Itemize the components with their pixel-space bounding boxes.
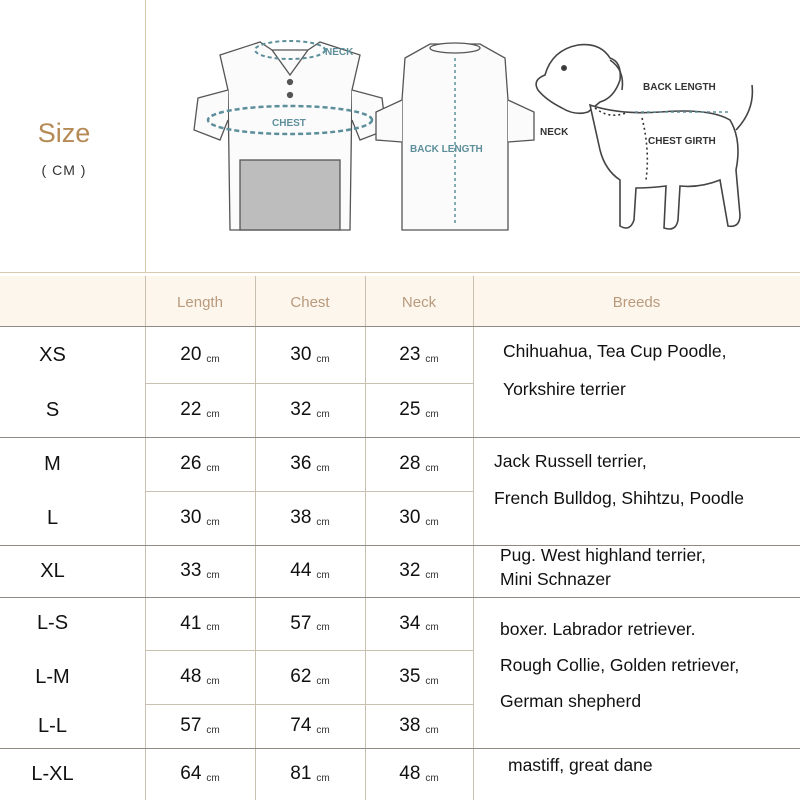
unit-label: cm — [206, 353, 220, 365]
unit-label: cm — [206, 516, 220, 528]
breed-text: boxer. Labrador retriever. — [500, 619, 696, 639]
neck-cell — [365, 545, 473, 597]
dog-back-length-label: BACK LENGTH — [643, 82, 716, 93]
column-header-chest: Chest — [290, 294, 330, 311]
size-cell: M — [44, 452, 61, 475]
unit-label: cm — [316, 408, 330, 420]
banner-divider — [145, 0, 146, 272]
length-value: 41 — [180, 612, 202, 634]
unit-label: cm — [425, 408, 439, 420]
chest-value: 32 — [290, 399, 312, 420]
breed-text: Yorkshire terrier — [503, 379, 626, 399]
length-cell — [145, 704, 255, 748]
grid-line — [0, 597, 800, 598]
chest-cell — [255, 748, 365, 800]
breed-text: Chihuahua, Tea Cup Poodle, — [503, 341, 727, 361]
length-cell — [145, 383, 255, 437]
size-cell: L-XL — [31, 762, 74, 785]
neck-label: NECK — [325, 47, 354, 58]
table-row — [0, 383, 800, 437]
grid-line — [145, 276, 146, 800]
chest-value: 30 — [290, 344, 312, 365]
grid-line — [145, 704, 473, 705]
chest-label: CHEST — [272, 118, 306, 129]
grid-line — [145, 650, 473, 651]
length-cell — [145, 748, 255, 800]
chest-value: 57 — [290, 612, 312, 634]
table-row — [0, 748, 800, 800]
grid-line — [145, 383, 473, 384]
shirt-front-illustration — [194, 42, 386, 230]
unit-label: cm — [206, 724, 220, 736]
chest-value: 44 — [290, 560, 312, 581]
chest-cell — [255, 704, 365, 748]
size-title: Size — [37, 118, 91, 148]
length-value: 33 — [180, 560, 202, 581]
neck-value: 38 — [399, 715, 421, 736]
chest-cell — [255, 597, 365, 650]
length-value: 48 — [180, 666, 202, 687]
dog-chest-girth-label: CHEST GIRTH — [648, 136, 716, 147]
unit-label: cm — [206, 462, 220, 474]
grid-line — [0, 437, 800, 438]
unit-label: cm — [425, 772, 439, 784]
unit-label: cm — [425, 353, 439, 365]
unit-label: cm — [425, 675, 439, 687]
chest-cell — [255, 383, 365, 437]
neck-value: 32 — [399, 560, 421, 581]
chest-value: 38 — [290, 507, 312, 528]
chest-cell — [255, 545, 365, 597]
size-cell: L-M — [35, 665, 70, 688]
length-value: 26 — [180, 453, 202, 474]
unit-label: cm — [425, 622, 439, 633]
length-value: 30 — [180, 507, 202, 528]
length-cell — [145, 597, 255, 650]
breed-text: German shepherd — [500, 691, 642, 711]
unit-label: cm — [425, 462, 439, 474]
neck-cell — [365, 650, 473, 704]
column-header-length: Length — [177, 294, 223, 311]
neck-value: 30 — [399, 507, 421, 528]
length-value: 20 — [180, 344, 202, 365]
chest-cell — [255, 650, 365, 704]
size-cell: L-S — [36, 612, 69, 634]
grid-line — [473, 276, 474, 800]
neck-cell — [365, 491, 473, 545]
unit-label: cm — [206, 675, 220, 687]
size-cell: XL — [40, 559, 65, 582]
size-unit: ( CM ) — [41, 162, 87, 178]
illustration-banner — [0, 0, 800, 273]
unit-label: cm — [316, 675, 330, 687]
table-row — [0, 437, 800, 491]
length-cell — [145, 650, 255, 704]
neck-value: 48 — [399, 763, 421, 784]
column-header-breeds: Breeds — [612, 294, 661, 311]
chest-cell — [255, 328, 365, 382]
length-value: 22 — [180, 399, 202, 420]
neck-value: 28 — [399, 453, 421, 474]
unit-label: cm — [425, 724, 439, 736]
length-value: 64 — [180, 763, 202, 784]
size-cell: XS — [39, 343, 66, 366]
length-value: 57 — [180, 715, 202, 736]
length-cell — [145, 437, 255, 491]
neck-cell — [365, 437, 473, 491]
grid-line — [255, 276, 256, 800]
unit-label: cm — [316, 462, 330, 474]
neck-cell — [365, 328, 473, 382]
neck-cell — [365, 704, 473, 748]
table-header-row — [0, 276, 800, 327]
length-cell — [145, 328, 255, 382]
grid-line — [0, 326, 800, 327]
breed-text: Mini Schnazer — [500, 569, 611, 589]
neck-value: 35 — [399, 666, 421, 687]
neck-cell — [365, 383, 473, 437]
chest-value: 62 — [290, 666, 312, 687]
neck-value: 25 — [399, 399, 421, 420]
measurement-illustrations — [180, 20, 780, 250]
unit-label: cm — [316, 516, 330, 528]
breed-text: Pug. West highland terrier, — [500, 545, 706, 565]
chest-cell — [255, 491, 365, 545]
neck-value: 23 — [399, 344, 421, 365]
breed-text: Rough Collie, Golden retriever, — [500, 655, 740, 675]
unit-label: cm — [206, 569, 220, 581]
unit-label: cm — [316, 622, 330, 633]
size-cell: S — [45, 398, 60, 421]
breed-text: mastiff, great dane — [508, 755, 653, 775]
unit-label: cm — [316, 724, 330, 736]
unit-label: cm — [206, 622, 220, 633]
back-length-label: BACK LENGTH — [410, 144, 483, 155]
size-cell: L-L — [38, 714, 67, 737]
chest-value: 74 — [290, 715, 312, 736]
breed-text: Jack Russell terrier, — [494, 451, 647, 471]
column-header-neck: Neck — [401, 294, 437, 311]
unit-label: cm — [316, 772, 330, 784]
grid-line — [145, 491, 473, 492]
unit-label: cm — [425, 569, 439, 581]
grid-line — [365, 276, 366, 800]
unit-label: cm — [316, 569, 330, 581]
unit-label: cm — [206, 408, 220, 420]
unit-label: cm — [206, 772, 220, 784]
breed-text: French Bulldog, Shihtzu, Poodle — [494, 488, 745, 508]
unit-label: cm — [316, 353, 330, 365]
dog-illustration — [536, 45, 752, 229]
table-row — [0, 704, 800, 748]
neck-cell — [365, 597, 473, 650]
chest-value: 36 — [290, 453, 312, 474]
grid-line — [0, 748, 800, 749]
length-cell — [145, 545, 255, 597]
chest-cell — [255, 437, 365, 491]
dog-neck-label: NECK — [540, 127, 569, 138]
size-cell: L — [46, 506, 59, 529]
chest-value: 81 — [290, 763, 312, 784]
length-cell — [145, 491, 255, 545]
neck-value: 34 — [399, 612, 421, 634]
neck-cell — [365, 748, 473, 800]
unit-label: cm — [425, 516, 439, 528]
